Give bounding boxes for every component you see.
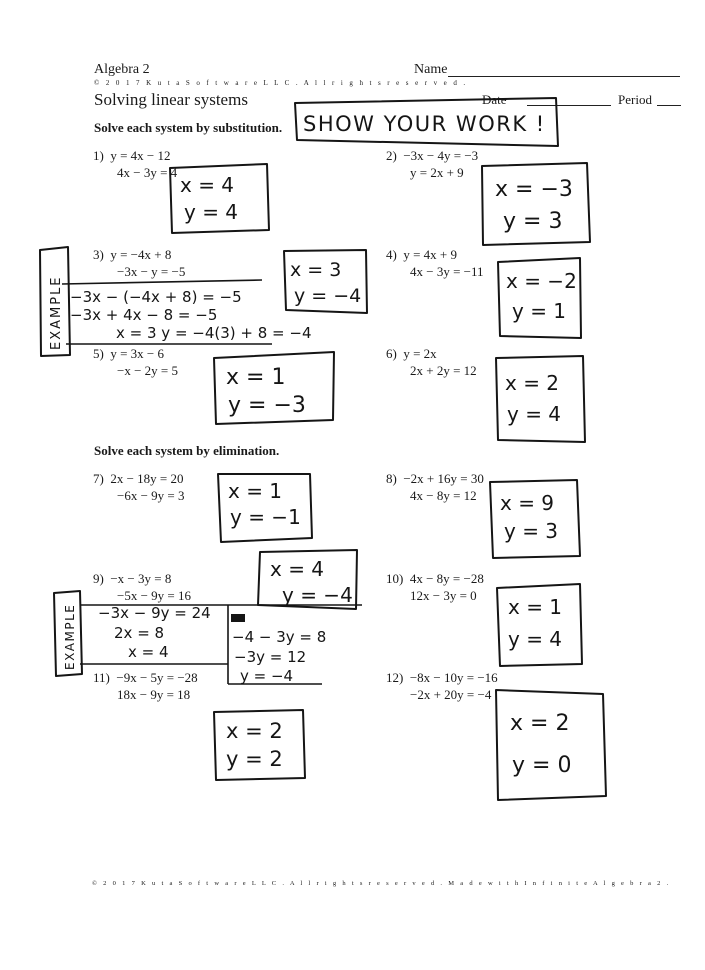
example-9-left-step-3: x = 4 — [128, 643, 169, 661]
period-label: Period — [618, 92, 652, 107]
problem-number: 12) — [386, 670, 404, 685]
example-3-step-2: −3x + 4x − 8 = −5 — [70, 306, 218, 324]
equation-1: y = 3x − 6 — [110, 346, 165, 361]
answer-x-8: x = 9 — [500, 491, 555, 515]
problem-number: 1) — [93, 148, 104, 163]
answer-x-6: x = 2 — [505, 371, 560, 395]
equation-1: y = −4x + 8 — [110, 247, 172, 262]
equation-2: 12x − 3y = 0 — [410, 588, 477, 603]
show-your-work-note: SHOW YOUR WORK ! — [303, 112, 546, 136]
equation-2: −6x − 9y = 3 — [117, 488, 185, 503]
answer-y-3: y = −4 — [294, 285, 362, 307]
example-3-step-1: −3x − (−4x + 8) = −5 — [70, 288, 242, 306]
equation-2: 4x − 3y = 4 — [117, 165, 178, 180]
example-9-right-step-2: −3y = 12 — [234, 648, 307, 666]
answer-x-1: x = 4 — [180, 173, 235, 197]
answer-y-7: y = −1 — [230, 505, 301, 529]
equation-1: −2x + 16y = 30 — [403, 471, 484, 486]
worksheet-title: Solving linear systems — [94, 90, 248, 109]
answer-y-9: y = −4 — [282, 583, 353, 607]
example-9-left-step-2: 2x = 8 — [114, 624, 165, 642]
copyright-top: © 2 0 1 7 K u t a S o f t w a r e L L C . A l l r i g h t s r e s e r v e d . — [94, 79, 468, 87]
answer-y-2: y = 3 — [503, 209, 563, 234]
answer-x-3: x = 3 — [290, 259, 342, 281]
example-label-2: EXAMPLE — [63, 603, 77, 670]
equation-1: −3x − 4y = −3 — [403, 148, 479, 163]
equation-1: −x − 3y = 8 — [110, 571, 172, 586]
section-substitution: Solve each system by substitution. — [94, 120, 283, 135]
equation-2: 4x − 8y = 12 — [410, 488, 477, 503]
copyright-footer: © 2 0 1 7 K u t a S o f t w a r e L L C . A l l r i g h t s r e s e r v e d . M a d e w i t h I n f i n i t e A l g e b r a 2 . — [92, 880, 671, 887]
equation-1: −8x − 10y = −16 — [409, 670, 498, 685]
equation-1: 2x − 18y = 20 — [110, 471, 184, 486]
equation-1: y = 4x − 12 — [110, 148, 171, 163]
problem-number: 11) — [93, 670, 110, 685]
answer-x-10: x = 1 — [508, 595, 563, 619]
equation-2: 18x − 9y = 18 — [117, 687, 191, 702]
course-name: Algebra 2 — [94, 62, 150, 77]
answer-y-6: y = 4 — [507, 402, 562, 426]
problem-number: 3) — [93, 247, 104, 262]
equation-1: −9x − 5y = −28 — [116, 670, 198, 685]
answer-x-7: x = 1 — [228, 479, 283, 503]
problem-number: 4) — [386, 247, 397, 262]
example-9-left-step-1: −3x − 9y = 24 — [98, 604, 211, 622]
example-9-right-step-3: y = −4 — [240, 667, 294, 685]
answer-y-4: y = 1 — [512, 299, 567, 323]
equation-2: 4x − 3y = −11 — [410, 264, 484, 279]
name-label: Name — [414, 62, 448, 77]
equation-2: y = 2x + 9 — [410, 165, 464, 180]
equation-2: −2x + 20y = −4 — [410, 687, 492, 702]
example-divider-1 — [62, 280, 262, 284]
answer-y-8: y = 3 — [504, 519, 559, 543]
problem-number: 7) — [93, 471, 104, 486]
answer-x-9: x = 4 — [270, 557, 325, 581]
section-elimination: Solve each system by elimination. — [94, 443, 280, 458]
problem-number: 8) — [386, 471, 397, 486]
example-9-right-step-1: −4 − 3y = 8 — [232, 628, 327, 646]
equation-1: y = 2x — [403, 346, 437, 361]
problem-number: 10) — [386, 571, 404, 586]
problem-number: 2) — [386, 148, 397, 163]
answer-y-1: y = 4 — [184, 200, 239, 224]
equation-1: y = 4x + 9 — [403, 247, 458, 262]
problem-number: 6) — [386, 346, 397, 361]
answer-box-6 — [496, 356, 585, 442]
equation-2: −3x − y = −5 — [117, 264, 186, 279]
date-label: Date — [482, 92, 507, 107]
problem-number: 9) — [93, 571, 104, 586]
scribble-mark — [231, 614, 245, 622]
answer-x-11: x = 2 — [226, 719, 283, 743]
equation-2: −5x − 9y = 16 — [117, 588, 191, 603]
answer-x-5: x = 1 — [226, 365, 286, 390]
answer-x-12: x = 2 — [510, 711, 570, 736]
equation-1: 4x − 8y = −28 — [409, 571, 484, 586]
answer-x-2: x = −3 — [495, 177, 573, 202]
example-3-step-3: x = 3 y = −4(3) + 8 = −4 — [116, 324, 312, 342]
problem-number: 5) — [93, 346, 104, 361]
answer-y-11: y = 2 — [226, 747, 283, 771]
answer-y-5: y = −3 — [228, 393, 306, 418]
answer-x-4: x = −2 — [506, 269, 577, 293]
answer-box-12 — [496, 690, 606, 800]
equation-2: 2x + 2y = 12 — [410, 363, 477, 378]
answer-y-10: y = 4 — [508, 627, 563, 651]
example-label-1: EXAMPLE — [49, 275, 64, 350]
answer-y-12: y = 0 — [512, 753, 572, 778]
equation-2: −x − 2y = 5 — [117, 363, 178, 378]
